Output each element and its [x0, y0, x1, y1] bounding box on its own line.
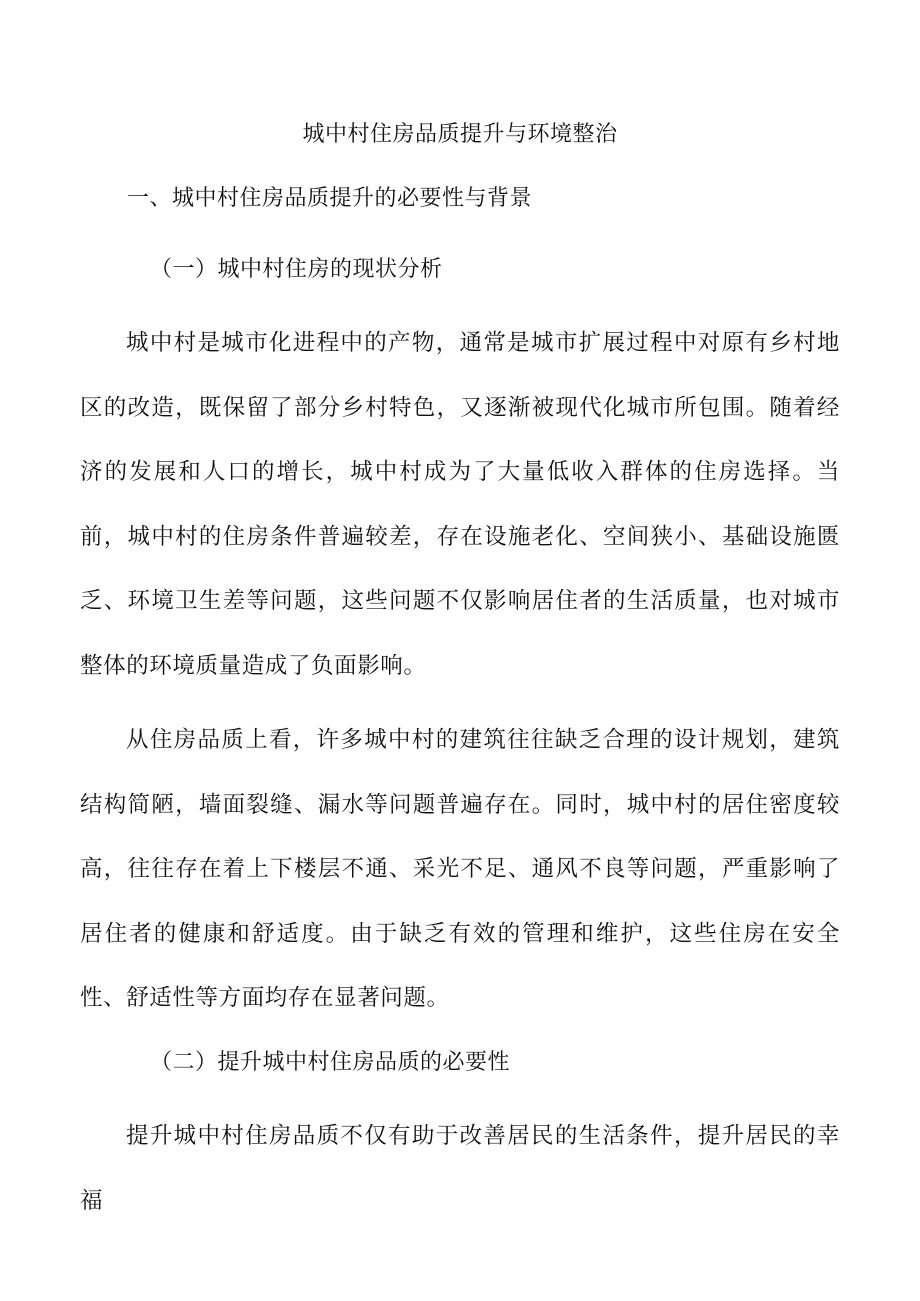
- body-paragraph-3: 提升城中村住房品质不仅有助于改善居民的生活条件，提升居民的幸福: [80, 1123, 840, 1214]
- subsection-heading-2: （二）提升城中村住房品质的必要性: [150, 1050, 511, 1075]
- body-paragraph-2: 从住房品质上看，许多城中村的建筑往往缺乏合理的设计规划，建筑结构简陋，墙面裂缝、漏水等问题普遍存在。同时，城中村的居住密度较高，往往存在着上下楼层不通、采光不足、通风不良等问题，严重影响了居住者的健康和舒适度。由于缺乏有效的管理和维护，这些住房在安全性、舒适性等方面均存在显著问题。: [80, 727, 840, 1012]
- subsection-heading-1: （一）城中村住房的现状分析: [150, 257, 443, 282]
- document-title: 城中村住房品质提升与环境整治: [302, 122, 618, 147]
- section-heading-1: 一、城中村住房品质提升的必要性与背景: [127, 186, 533, 211]
- body-paragraph-1: 城中村是城市化进程中的产物，通常是城市扩展过程中对原有乡村地区的改造，既保留了部分乡村特色，又逐渐被现代化城市所包围。随着经济的发展和人口的增长，城中村成为了大量低收入群体的住房选择。当前，城中村的住房条件普遍较差，存在设施老化、空间狭小、基础设施匮乏、环境卫生差等问题，这些问题不仅影响居住者的生活质量，也对城市整体的环境质量造成了负面影响。: [80, 330, 840, 679]
